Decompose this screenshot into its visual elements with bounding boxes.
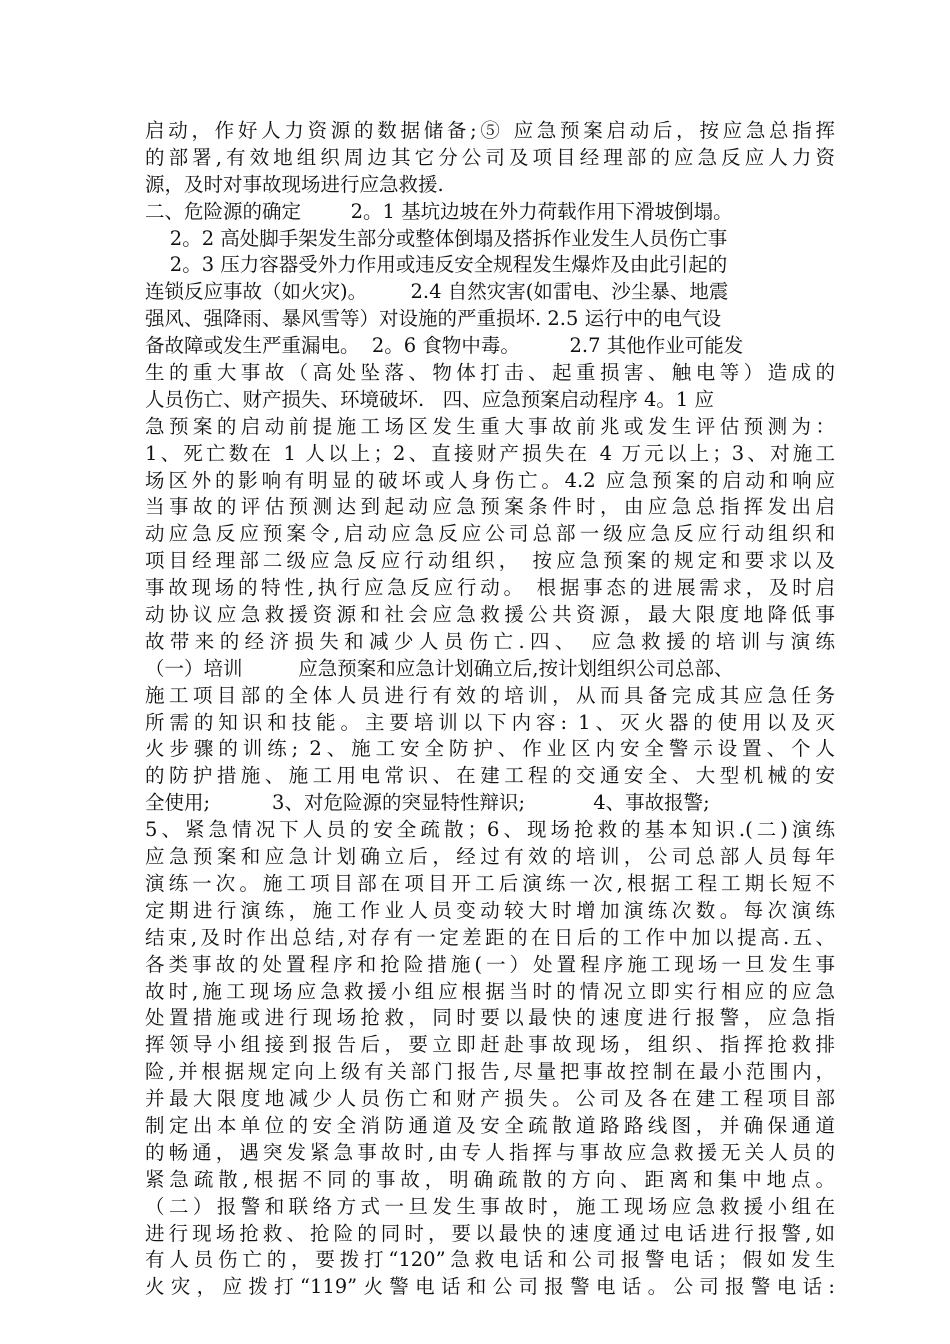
text-line: 的防护措施、施工用电常识、在建工程的交通安全、大型机械的安 — [145, 764, 835, 788]
text-line: （一）培训 应急预案和应急计划确立后,按计划组织公司总部、 — [145, 656, 734, 680]
text-line: 故带来的经济损失和减少人员伤亡.四、 应急救援的培训与演练 — [145, 629, 835, 653]
text-line: 连锁反应事故（如火灾)。 2.4 自然灾害(如雷电、沙尘暴、地震 — [145, 280, 729, 304]
text-line: 事故现场的特性,执行应急反应行动。 根据事态的进展需求，及时启 — [145, 576, 835, 600]
text-line: 人员伤亡、财产损失、环境破坏. 四、应急预案启动程序 4。1 应 — [145, 387, 715, 411]
text-line: 的部署,有效地组织周边其它分公司及项目经理部的应急反应人力资 — [145, 145, 835, 169]
text-line: （二）报警和联络方式一旦发生事故时，施工现场应急救援小组在 — [145, 1194, 835, 1218]
text-line: 火灾，应拨打“119”火警电话和公司报警电话。公司报警电话: — [145, 1275, 835, 1299]
text-line: 急预案的启动前提施工场区发生重大事故前兆或发生评估预测为： — [145, 414, 835, 438]
text-line: 生的重大事故（高处坠落、物体打击、起重损害、触电等）造成的 — [145, 361, 835, 385]
text-line: 2。3 压力容器受外力作用或违反安全规程发生爆炸及由此引起的 — [145, 253, 728, 277]
text-line: 备故障或发生严重漏电。 2。6 食物中毒。 2.7 其他作业可能发 — [145, 334, 744, 358]
text-line: 二、危险源的确定 2。1 基坑边坡在外力荷载作用下滑坡倒塌。 — [145, 199, 733, 223]
text-line: 结束,及时作出总结,对存有一定差距的在日后的工作中加以提高.五、 — [145, 925, 835, 949]
text-line: 动应急反应预案令,启动应急反应公司总部一级应急反应行动组织和 — [145, 522, 835, 546]
text-line: 制定出本单位的安全消防通道及安全疏散道路路线图，并确保通道 — [145, 1113, 835, 1137]
text-line: 全使用; 3、对危险源的突显特性辩识; 4、事故报警; — [145, 791, 710, 815]
text-line: 各类事故的处置程序和抢险措施(一）处置程序施工现场一旦发生事 — [145, 952, 835, 976]
text-line: 火步骤的训练; 2、施工安全防护、作业区内安全警示设置、个人 — [145, 737, 835, 761]
text-line: 1、死亡数在 1 人以上；2、直接财产损失在 4 万元以上；3、对施工 — [145, 441, 835, 465]
text-line: 施工项目部的全体人员进行有效的培训，从而具备完成其应急任务 — [145, 683, 835, 707]
text-line: 故时,施工现场应急救援小组应根据当时的情况立即实行相应的应急 — [145, 979, 835, 1003]
text-line: 的畅通，遇突发紧急事故时,由专人指挥与事故应急救援无关人员的 — [145, 1140, 835, 1164]
text-line: 进行现场抢救、抢险的同时，要以最快的速度通过电话进行报警,如 — [145, 1221, 835, 1245]
text-line: 源，及时对事故现场进行应急救援. — [145, 172, 444, 196]
text-line: 当事故的评估预测达到起动应急预案条件时，由应急总指挥发出启 — [145, 495, 835, 519]
text-line: 有人员伤亡的，要拨打“120”急救电话和公司报警电话；假如发生 — [145, 1248, 835, 1272]
text-line: 定期进行演练，施工作业人员变动较大时增加演练次数。每次演练 — [145, 898, 835, 922]
text-line: 5、紧急情况下人员的安全疏散；6、现场抢救的基本知识.(二)演练 — [145, 818, 835, 842]
document-body-text — [145, 118, 835, 1301]
text-line: 并最大限度地减少人员伤亡和财产损失。公司及各在建工程项目部 — [145, 1087, 835, 1111]
text-line: 所需的知识和技能。主要培训以下内容: 1、灭火器的使用以及灭 — [145, 710, 835, 734]
text-line: 动协议应急救援资源和社会应急救援公共资源，最大限度地降低事 — [145, 603, 835, 627]
text-line: 强风、强降雨、暴风雪等）对设施的严重损坏. 2.5 运行中的电气设 — [145, 307, 722, 331]
text-line: 应急预案和应急计划确立后，经过有效的培训，公司总部人员每年 — [145, 845, 835, 869]
text-line: 场区外的影响有明显的破坏或人身伤亡。4.2 应急预案的启动和响应 — [145, 468, 835, 492]
text-line: 启动，作好人力资源的数据储备;⑤ 应急预案启动后，按应急总指挥 — [145, 119, 835, 142]
text-line: 处置措施或进行现场抢救，同时要以最快的速度进行报警，应急指 — [145, 1006, 835, 1030]
text-line: 2。2 高处脚手架发生部分或整体倒塌及搭拆作业发生人员伤亡事 — [145, 226, 728, 250]
text-line: 演练一次。施工项目部在项目开工后演练一次,根据工程工期长短不 — [145, 871, 835, 895]
text-line: 挥领导小组接到报告后，要立即赶赴事故现场，组织、指挥抢救排 — [145, 1033, 835, 1057]
text-line: 险,并根据规定向上级有关部门报告,尽量把事故控制在最小范围内， — [145, 1060, 835, 1084]
text-line: 项目经理部二级应急反应行动组织， 按应急预案的规定和要求以及 — [145, 549, 835, 573]
text-line: 紧急疏散,根据不同的事故，明确疏散的方向、距离和集中地点。 — [145, 1167, 835, 1191]
